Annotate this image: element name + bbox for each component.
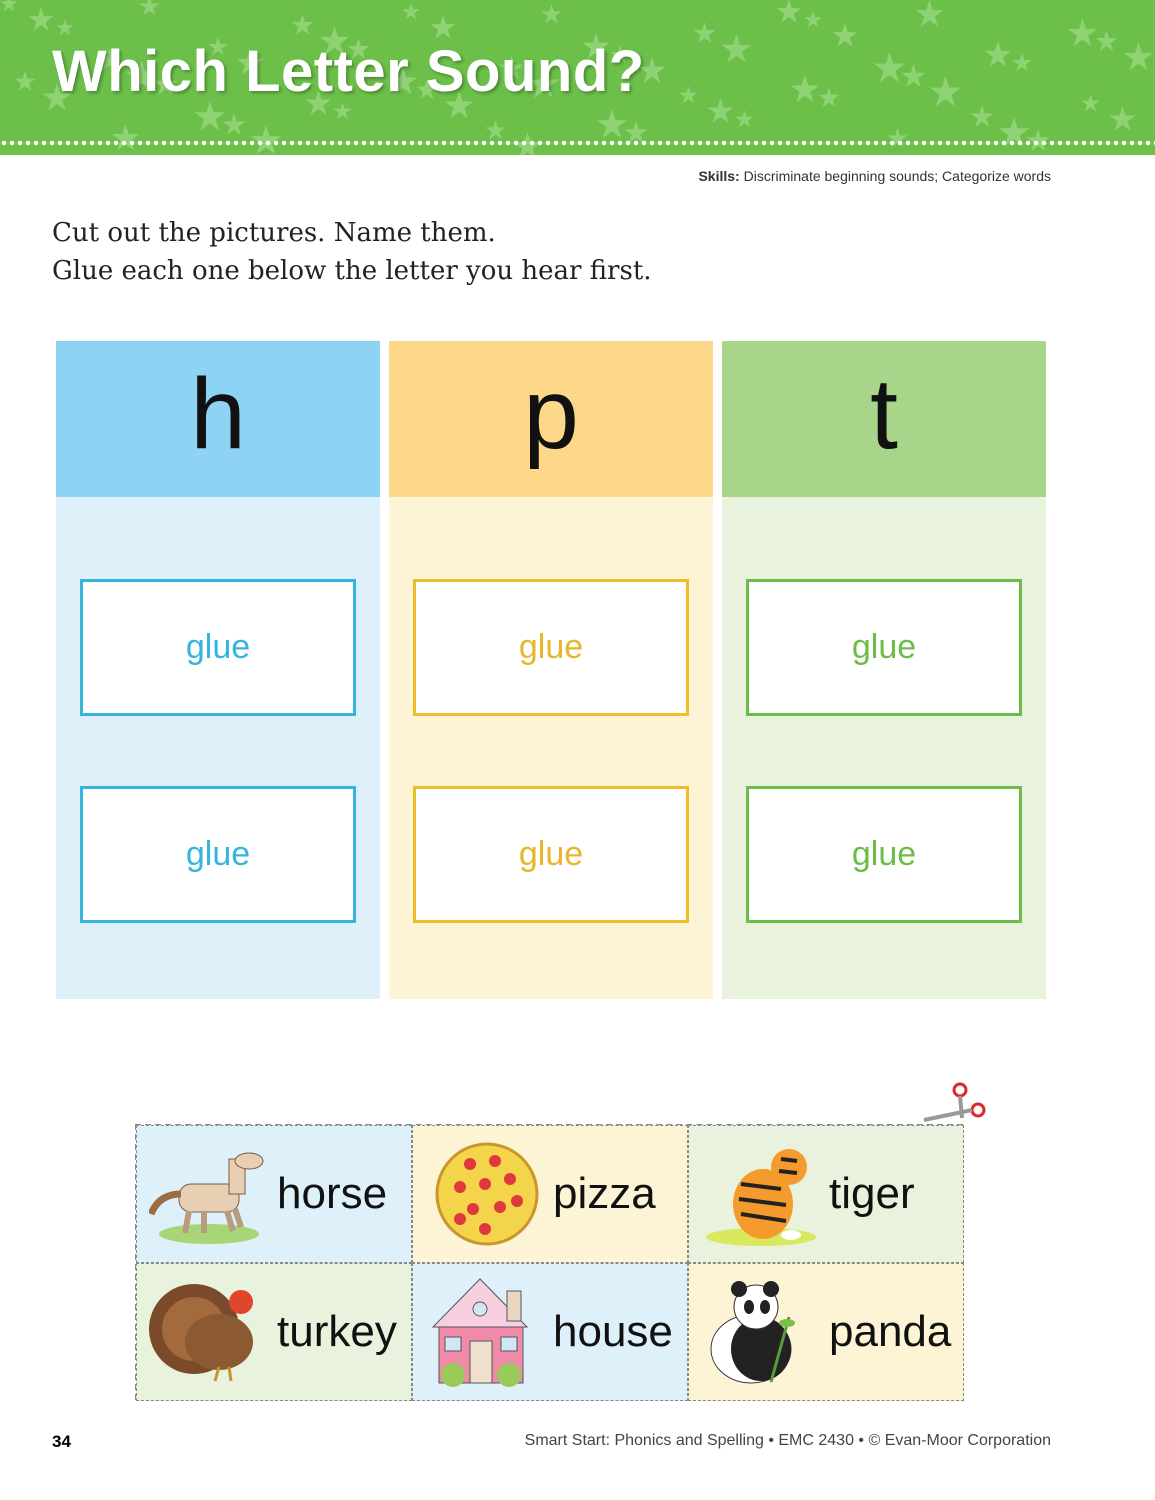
- panda-icon: [701, 1277, 821, 1387]
- footer-credit: Smart Start: Phonics and Spelling • EMC 2430 • © Evan-Moor Corporation: [524, 1432, 1051, 1449]
- instruction-line: Cut out the pictures. Name them.: [52, 218, 496, 248]
- glue-box: glue: [80, 579, 356, 716]
- card-house[interactable]: [412, 1263, 688, 1401]
- star-decoration: [1081, 94, 1100, 113]
- star-decoration: [222, 113, 246, 137]
- star-decoration: [832, 23, 858, 49]
- card-horse[interactable]: [136, 1125, 412, 1263]
- glue-box: glue: [80, 786, 356, 923]
- star-decoration: [721, 34, 752, 65]
- star-decoration: [1109, 106, 1136, 133]
- star-decoration: [402, 3, 420, 21]
- column-p: [389, 341, 713, 999]
- dotted-divider: [0, 140, 1155, 146]
- glue-box: glue: [746, 786, 1022, 923]
- star-decoration: [873, 52, 906, 85]
- card-word: tiger: [829, 1169, 915, 1218]
- star-decoration: [139, 0, 160, 17]
- page-number: 34: [52, 1432, 71, 1451]
- card-turkey[interactable]: [136, 1263, 412, 1401]
- skills-line: [698, 168, 1051, 184]
- column-h: [56, 341, 380, 999]
- turkey-icon: [149, 1277, 269, 1387]
- star-decoration: [984, 41, 1012, 69]
- star-decoration: [707, 98, 734, 125]
- star-decoration: [929, 76, 962, 109]
- tiger-icon: [701, 1139, 821, 1249]
- house-icon: [425, 1277, 545, 1387]
- letter-heading: p: [389, 341, 713, 497]
- star-decoration: [541, 4, 562, 25]
- star-decoration: [1123, 42, 1154, 73]
- star-decoration: [485, 120, 506, 141]
- card-word: turkey: [277, 1307, 397, 1356]
- glue-box: glue: [413, 786, 689, 923]
- star-decoration: [915, 0, 944, 29]
- glue-box: glue: [413, 579, 689, 716]
- star-decoration: [14, 71, 36, 93]
- star-decoration: [679, 86, 698, 105]
- star-decoration: [693, 22, 716, 45]
- cutout-cards: [135, 1124, 963, 1400]
- skills-text: Discriminate beginning sounds; Categorize words: [739, 168, 1051, 184]
- star-decoration: [970, 105, 994, 129]
- card-word: panda: [829, 1307, 952, 1356]
- letter-heading: t: [722, 341, 1046, 497]
- title-banner: [0, 0, 1155, 155]
- star-decoration: [804, 11, 822, 29]
- star-decoration: [596, 109, 628, 141]
- star-decoration: [111, 124, 140, 153]
- star-decoration: [776, 0, 802, 25]
- star-decoration: [790, 75, 820, 105]
- star-decoration: [1012, 53, 1032, 73]
- pizza-icon: [425, 1139, 545, 1249]
- star-decoration: [735, 110, 754, 129]
- card-word: house: [553, 1307, 673, 1356]
- page-title: Which Letter Sound?: [52, 39, 645, 104]
- card-tiger[interactable]: [688, 1125, 964, 1263]
- card-pizza[interactable]: [412, 1125, 688, 1263]
- star-decoration: [1067, 18, 1098, 49]
- scissors-icon: [920, 1080, 990, 1130]
- star-decoration: [28, 7, 54, 33]
- glue-box: glue: [746, 579, 1022, 716]
- letter-heading: h: [56, 341, 380, 497]
- instructions: [52, 214, 652, 290]
- card-word: pizza: [553, 1169, 656, 1218]
- star-decoration: [818, 87, 840, 109]
- column-t: [722, 341, 1046, 999]
- instruction-line: Glue each one below the letter you hear first.: [52, 256, 652, 286]
- card-panda[interactable]: [688, 1263, 964, 1401]
- star-decoration: [901, 64, 926, 89]
- star-decoration: [1095, 30, 1118, 53]
- skills-label: Skills:: [698, 168, 740, 184]
- card-word: horse: [277, 1169, 388, 1218]
- horse-icon: [149, 1139, 269, 1249]
- star-decoration: [56, 19, 74, 37]
- star-decoration: [194, 101, 226, 133]
- star-decoration: [0, 0, 18, 13]
- star-decoration: [291, 14, 314, 37]
